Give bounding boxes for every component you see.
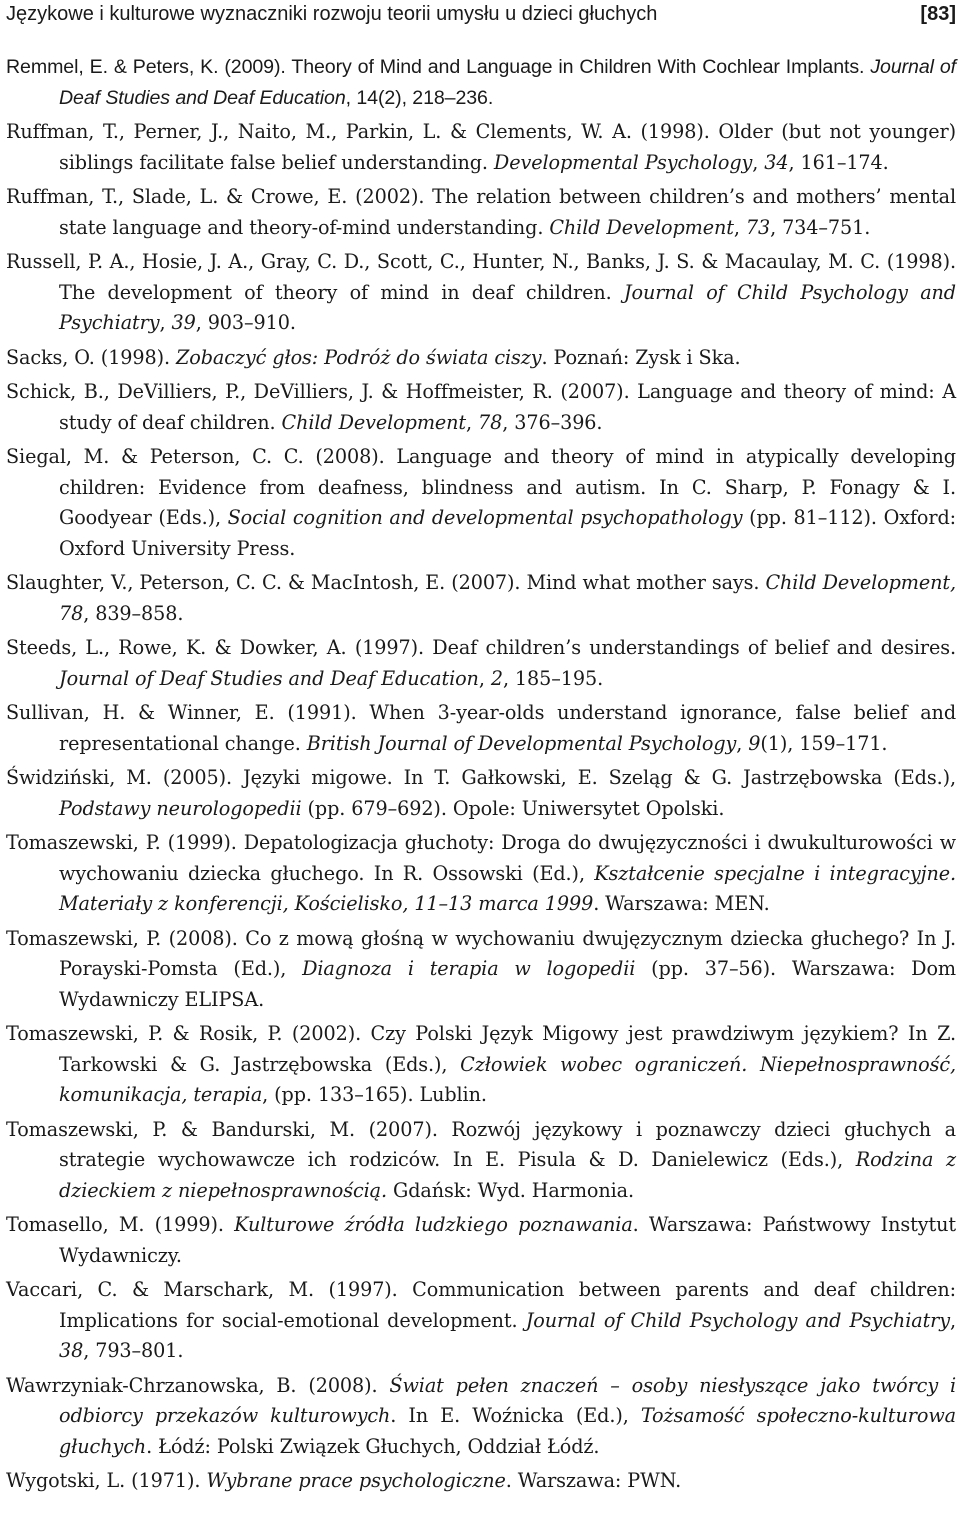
reference-text: (pp. 679–692). Opole: Uniwersytet Opolski. xyxy=(301,796,725,820)
reference-text: Schick, B., DeVilliers, P., DeVilliers, J. & Hoffmeister, R. (2007). Language and theory of mind: A study of deaf children. xyxy=(6,380,956,434)
reference-entry xyxy=(6,343,956,374)
reference-italic-text: Child Development xyxy=(281,410,467,434)
reference-entry xyxy=(6,442,956,564)
reference-entry xyxy=(6,1275,956,1367)
reference-text: . Warszawa: PWN. xyxy=(505,1469,682,1492)
reference-italic-text: 39 xyxy=(171,311,196,334)
reference-text: , 14(2), 218–236. xyxy=(345,86,494,109)
reference-text: Tomaszewski, P. (1999). Depatologizacja głuchoty: Droga do dwujęzyczności i dwukulturowości w wychowaniu dziecka głuchego. In R. Ossowski (Ed.), xyxy=(6,831,956,885)
reference-text: Remmel, E. & Peters, K. (2009). Theory of Mind and Language in Children With Cochlear Implants. xyxy=(6,56,871,78)
reference-entry xyxy=(6,763,956,824)
reference-text: Gdańsk: Wyd. Harmonia. xyxy=(387,1178,635,1202)
reference-italic-text: Journal of Deaf Studies and Deaf Education xyxy=(59,666,479,690)
reference-italic-text: Diagnoza i terapia w logopedii xyxy=(302,957,636,980)
reference-italic-text: Journal of Child Psychology and Psychiatry xyxy=(59,280,956,334)
running-header xyxy=(6,0,956,28)
reference-text: , xyxy=(752,150,765,174)
reference-entry xyxy=(6,568,956,629)
reference-text: , 376–396. xyxy=(502,410,603,434)
reference-text: . In E. Woźnicka (Ed.), xyxy=(390,1404,641,1427)
reference-entry xyxy=(6,117,956,178)
reference-text: Wygotski, L. (1971). xyxy=(6,1469,207,1492)
reference-entry xyxy=(6,1371,956,1463)
reference-text: Tomasello, M. (1999). xyxy=(6,1213,235,1236)
reference-text: Siegal, M. & Peterson, C. C. (2008). Language and theory of mind in atypically developing children: Evidence from deafness, blindness and autism. In C. Sharp, P. Fonagy & I. Goodyear (Eds.), xyxy=(6,445,956,529)
reference-italic-text: Kulturowe źródła ludzkiego poznawania xyxy=(234,1213,633,1236)
reference-italic-text: 34 xyxy=(764,150,789,174)
reference-text: (pp. 37–56). Warszawa: Dom Wydawniczy ELIPSA. xyxy=(59,957,956,1011)
reference-text: , 734–751. xyxy=(770,215,871,239)
reference-italic-text: 38 xyxy=(59,1339,84,1362)
reference-entry xyxy=(6,633,956,694)
reference-entry xyxy=(6,182,956,243)
reference-text: Vaccari, C. & Marschark, M. (1997). Communication between parents and deaf children: Implications for social-emotional development. xyxy=(6,1278,956,1332)
reference-italic-text: Child Development xyxy=(549,215,734,239)
reference-entry xyxy=(6,1019,956,1111)
reference-text: Slaughter, V., Peterson, C. C. & MacIntosh, E. (2007). Mind what mother says. xyxy=(6,571,766,594)
reference-italic-text: 73 xyxy=(745,215,771,239)
reference-italic-text: 2 xyxy=(490,666,503,690)
reference-text: , 903–910. xyxy=(195,311,296,334)
reference-text: . Warszawa: Państwowy Instytut Wydawniczy. xyxy=(59,1213,956,1267)
reference-text: , xyxy=(159,311,172,334)
reference-text: Wawrzyniak-Chrzanowska, B. (2008). xyxy=(6,1373,390,1397)
reference-italic-text: Podstawy neurologopedii xyxy=(59,796,302,820)
page-number: [83] xyxy=(920,3,956,25)
reference-text: , xyxy=(736,731,749,755)
reference-entry xyxy=(6,924,956,1016)
reference-text: . Łódź: Polski Związek Głuchych, Oddział Łódź. xyxy=(146,1434,600,1458)
reference-entry xyxy=(6,1115,956,1207)
reference-text: , 161–174. xyxy=(788,150,889,174)
reference-text: , xyxy=(950,1308,956,1332)
reference-entry xyxy=(6,698,956,759)
reference-text: , 793–801. xyxy=(83,1339,184,1362)
reference-text: Tomaszewski, P. & Bandurski, M. (2007). Rozwój językowy i poznawczy dzieci głuchych a strategie wychowawcze ich rodziców. In E. Pisula & D. Danielewicz (Eds.), xyxy=(6,1117,956,1171)
reference-italic-text: Journal of Child Psychology and Psychiatry xyxy=(525,1308,950,1332)
reference-text: , xyxy=(478,666,491,690)
reference-text: Świdziński, M. (2005). Języki migowe. In T. Gałkowski, E. Szeląg & G. Jastrzębowska (Eds.), xyxy=(6,766,956,789)
reference-text: Tomaszewski, P. & Rosik, P. (2002). Czy Polski Język Migowy jest prawdziwym językiem? In Z. Tarkowski & G. Jastrzębowska (Eds.), xyxy=(6,1022,956,1076)
reference-italic-text: Rodzina z dzieckiem z niepełnosprawnością. xyxy=(59,1148,956,1202)
reference-entry xyxy=(6,377,956,438)
reference-italic-text: Social cognition and developmental psychopathology xyxy=(227,506,743,529)
reference-entry xyxy=(6,828,956,920)
reference-text: . Warszawa: MEN. xyxy=(593,892,770,915)
reference-text: , 185–195. xyxy=(502,666,604,690)
reference-entry xyxy=(6,1466,956,1497)
reference-text: Ruffman, T., Perner, J., Naito, M., Parkin, L. & Clements, W. A. (1998). Older (but not younger) siblings facilitate false belief understanding. xyxy=(6,120,956,174)
reference-text: Tomaszewski, P. (2008). Co z mową głośną w wychowaniu dwujęzycznym dziecka głuchego? In J. Porayski-Pomsta (Ed.), xyxy=(6,926,956,980)
reference-italic-text: Zobaczyć głos: Podróż do świata ciszy xyxy=(176,345,542,369)
reference-italic-text: Kształcenie specjalne i integracyjne. Materiały z konferencji, Kościelisko, 11–13 marca 1999 xyxy=(59,861,956,915)
reference-italic-text: 78 xyxy=(478,410,503,434)
reference-entry xyxy=(6,52,956,113)
reference-text: Russell, P. A., Hosie, J. A., Gray, C. D., Scott, C., Hunter, N., Banks, J. S. & Macaulay, M. C. (1998). The development of theory of mind in deaf children. xyxy=(6,250,956,304)
reference-entry xyxy=(6,247,956,339)
reference-text: , (pp. 133–165). Lublin. xyxy=(262,1083,487,1106)
reference-text: , 839–858. xyxy=(83,601,184,625)
reference-italic-text: Journal of Deaf Studies and Deaf Education xyxy=(59,56,956,109)
reference-entry xyxy=(6,1210,956,1271)
reference-text: (pp. 81–112). Oxford: Oxford University Press. xyxy=(59,506,957,560)
reference-text: (1), 159–171. xyxy=(760,731,888,755)
reference-text: Steeds, L., Rowe, K. & Dowker, A. (1997). Deaf children’s understandings of belief and desires. xyxy=(6,636,956,659)
reference-italic-text: 9 xyxy=(748,731,761,755)
reference-italic-text: Tożsamość społeczno-kulturowa głuchych xyxy=(59,1404,956,1458)
reference-italic-text: Child Development, 78 xyxy=(59,571,957,625)
reference-text: , xyxy=(733,215,746,239)
reference-italic-text: Świat pełen znaczeń – osoby niesłyszące jako twórcy i odbiorcy przekazów kulturowych xyxy=(59,1373,956,1427)
reference-list xyxy=(6,52,956,1501)
reference-italic-text: British Journal of Developmental Psychology xyxy=(306,731,737,755)
running-title: Językowe i kulturowe wyznaczniki rozwoju teorii umysłu u dzieci głuchych xyxy=(6,3,658,25)
reference-text: , xyxy=(466,410,479,434)
reference-text: Sullivan, H. & Winner, E. (1991). When 3-year-olds understand ignorance, false belief and representational change. xyxy=(6,701,956,755)
reference-text: Sacks, O. (1998). xyxy=(6,345,177,369)
reference-text: Ruffman, T., Slade, L. & Crowe, E. (2002). The relation between children’s and mothers’ mental state language and theory-of-mind understanding. xyxy=(6,185,956,239)
reference-text: . Poznań: Zysk i Ska. xyxy=(541,345,741,369)
reference-italic-text: Developmental Psychology xyxy=(493,150,753,174)
reference-italic-text: Człowiek wobec ograniczeń. Niepełnosprawność, komunikacja, terapia xyxy=(59,1052,956,1106)
reference-italic-text: Wybrane prace psychologiczne xyxy=(206,1469,506,1492)
